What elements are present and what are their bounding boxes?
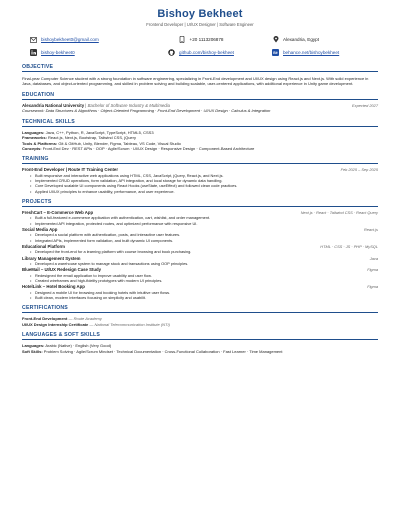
objective-heading: OBJECTIVE: [22, 64, 378, 72]
soft-skills-value: Problem Solving · Agile/Scrum Mindset · Technical Documentation · Cross-Functional Collaboration · Fast Learner · Time Management: [43, 348, 283, 354]
project-item: [22, 244, 378, 255]
email-icon: [30, 36, 37, 43]
skills-label: Concepts:: [22, 146, 42, 152]
degree-name: Bachelor of Software Industry & Multimedia: [87, 102, 171, 108]
training-org: Route IT Training Center: [68, 167, 118, 173]
training-role: Front-End Developer: [22, 167, 65, 173]
project-item: [22, 284, 378, 300]
skills-value: React.js, Next.js, Bootstrap, Tailwind CSS, jQuery: [48, 135, 136, 141]
education-date: Expected 2027: [352, 102, 378, 108]
education-section: [22, 92, 378, 114]
contact-phone: [144, 36, 258, 43]
skills-label: Frameworks:: [22, 135, 47, 141]
contact-github: [144, 49, 258, 56]
training-bullets: [30, 173, 378, 194]
project-stack: React.js: [363, 226, 378, 232]
skills-section: [22, 119, 378, 152]
projects-section: [22, 199, 378, 301]
objective-section: [22, 64, 378, 87]
candidate-name: Bishoy Bekheet: [157, 8, 243, 20]
behance-link[interactable]: behance.net/bishoybekheet: [283, 50, 340, 55]
bullet-item: • Created wireframes and high-fidelity prototypes with modern UI principles.: [30, 278, 378, 283]
training-dates: Feb 2025 – Sep 2025: [340, 167, 378, 173]
bullet-item: • Built clean, modern interfaces focusing on simplicity and usabilit.: [30, 295, 378, 300]
certification-name: UI/UX Design Internship Certificate: [22, 321, 89, 327]
skills-row: [22, 146, 378, 151]
bullet-item: • Redesigned the email application to improve usability and user flow.: [30, 273, 378, 278]
languages-heading: LANGUAGES & SOFT SKILLS: [22, 332, 378, 340]
contact-linkedin: [30, 49, 144, 56]
skills-heading: TECHNICAL SKILLS: [22, 119, 378, 127]
contact-info: [30, 36, 372, 56]
skills-label: Tools & Platforms:: [22, 140, 58, 146]
bullet-item: • Applied UI/UX principles to enhance usability, performance, and user experience.: [30, 189, 378, 194]
svg-text:Bē: Bē: [273, 51, 278, 55]
projects-heading: PROJECTS: [22, 199, 378, 207]
bullet-item: • Integrated APIs, implemented form validation, and built dynamic UI components.: [30, 238, 378, 243]
skills-label: Languages:: [22, 129, 45, 135]
project-item: [22, 227, 378, 243]
certification-issuer: — National Telecommunication Institute (NTI): [89, 321, 170, 327]
certifications-heading: CERTIFICATIONS: [22, 305, 378, 313]
github-link[interactable]: github.com/bishoy-bekheet: [179, 50, 234, 55]
behance-icon: [272, 49, 279, 56]
project-name: Social Media App: [22, 226, 58, 232]
bullet-item: • Designed a mobile UI for browsing and booking hotels with intuitive user flows.: [30, 290, 378, 295]
project-name: BlueMail – UI/UX Redesign Case Study: [22, 267, 102, 273]
bullet-item: • Core Developed scalable UI components using React Hooks (useState, useEffect) and followed clean code practices.: [30, 183, 378, 188]
project-stack: Figma: [367, 267, 378, 273]
bullet-item: • Developed the front-end for a learning platform with course browsing and book purchasing.: [30, 249, 378, 254]
languages-section: [22, 332, 378, 354]
certification-issuer: — Route Academy: [68, 316, 102, 322]
bullet-item: • Implemented API integration, protected routes, and optimized performance with responsive UI.: [30, 221, 378, 226]
certifications-section: [22, 305, 378, 327]
project-stack: HTML · CSS · JS · PHP · MySQL: [320, 243, 378, 249]
education-row: Alexandria National University | Bachelor of Software Industry & Multimedia Expected 2027: [22, 102, 378, 108]
coursework-list: Data Structures & Algorithms · Object-Oriented Programming · Front-End Development · UI/UX Design · Calculus & Integration: [45, 108, 271, 114]
project-stack: Figma: [367, 284, 378, 290]
linkedin-icon: [30, 49, 37, 56]
project-name: HotelLink – Hotel Booking App: [22, 284, 85, 290]
project-name: Library Management System: [22, 255, 81, 261]
bullet-item: • Developed a warehouse system to manage stock and transactions using OOP principles.: [30, 261, 378, 266]
location-text: Alexandria, Egypt: [283, 37, 320, 42]
phone-icon: [179, 36, 186, 43]
objective-text: Final-year Computer Science student with a strong foundation in software engineering, specializing in Front-End development and UI/UX design using React.js and Next.js. With solid experience in Java, databases, and object-oriented programming, and skilled in problem solving and building scalable, user-centered applications, with additional experience in Unity game development.: [22, 76, 369, 87]
phone-number: +20 1113206878: [189, 37, 224, 42]
contact-location: [258, 36, 372, 43]
contact-behance: [258, 49, 372, 56]
project-stack: Java: [369, 255, 378, 261]
project-item: [22, 267, 378, 283]
languages-label: Languages:: [22, 343, 45, 349]
certification-item: [22, 322, 378, 327]
skills-value: Git & GitHub, Unity, Blender, Figma, Tableau, VS Code, Visual Studio: [58, 140, 181, 146]
project-name: Educational Platform: [22, 243, 65, 249]
skills-value: Java, C++, Python, R, JavaScript, TypeScript, HTML5, CSS3: [45, 129, 154, 135]
training-section: [22, 156, 378, 193]
linkedin-link[interactable]: bishoy-bekheet0: [41, 50, 75, 55]
contact-email: [30, 36, 144, 43]
email-link[interactable]: bishoybekheet0@gmail.com: [41, 37, 99, 42]
soft-skills-label: Soft Skills:: [22, 348, 43, 354]
training-heading: TRAINING: [22, 156, 378, 164]
training-row: Front-End Developer | Route IT Training Center Feb 2025 – Sep 2025: [22, 167, 378, 173]
project-item: [22, 210, 378, 226]
github-icon: [168, 49, 175, 56]
project-item: [22, 256, 378, 267]
bullet-item: • Developed a social platform with authentication, posts, and interactive user features.: [30, 232, 378, 237]
location-pin-icon: [272, 36, 279, 43]
bullet-item: • Built responsive and interactive web applications using HTML, CSS, JavaScript, jQuery, React.js, and Next.js.: [30, 173, 378, 178]
skills-value: Front-End Dev · REST APIs · OOP · Agile/Scrum · UI/UX Design · Responsive Design · Component-Based Architecture: [42, 146, 255, 152]
resume-header: [22, 0, 378, 27]
coursework-label: Coursework:: [22, 108, 45, 114]
candidate-tagline: Frontend Developer | UI/UX Designer | Software Engineer: [146, 22, 254, 27]
languages-value: Arabic (Native) · English (Very Good): [45, 343, 112, 349]
coursework-row: [22, 108, 378, 113]
education-heading: EDUCATION: [22, 92, 378, 100]
soft-skills-row: [22, 349, 378, 354]
bullet-item: • Built a full-featured e-commerce application with authentication, cart, wishlist, and order management.: [30, 215, 378, 220]
school-name: Alexandria National University: [22, 102, 85, 108]
bullet-item: • Implemented CRUD operations, form validation, API integration, and local storage for dynamic data handling.: [30, 178, 378, 183]
certification-name: Front-End Development: [22, 316, 68, 322]
project-name: FreshCart – E-Commerce Web App: [22, 209, 94, 215]
project-stack: Next.js · React · Tailwind CSS · React Query: [300, 209, 378, 215]
